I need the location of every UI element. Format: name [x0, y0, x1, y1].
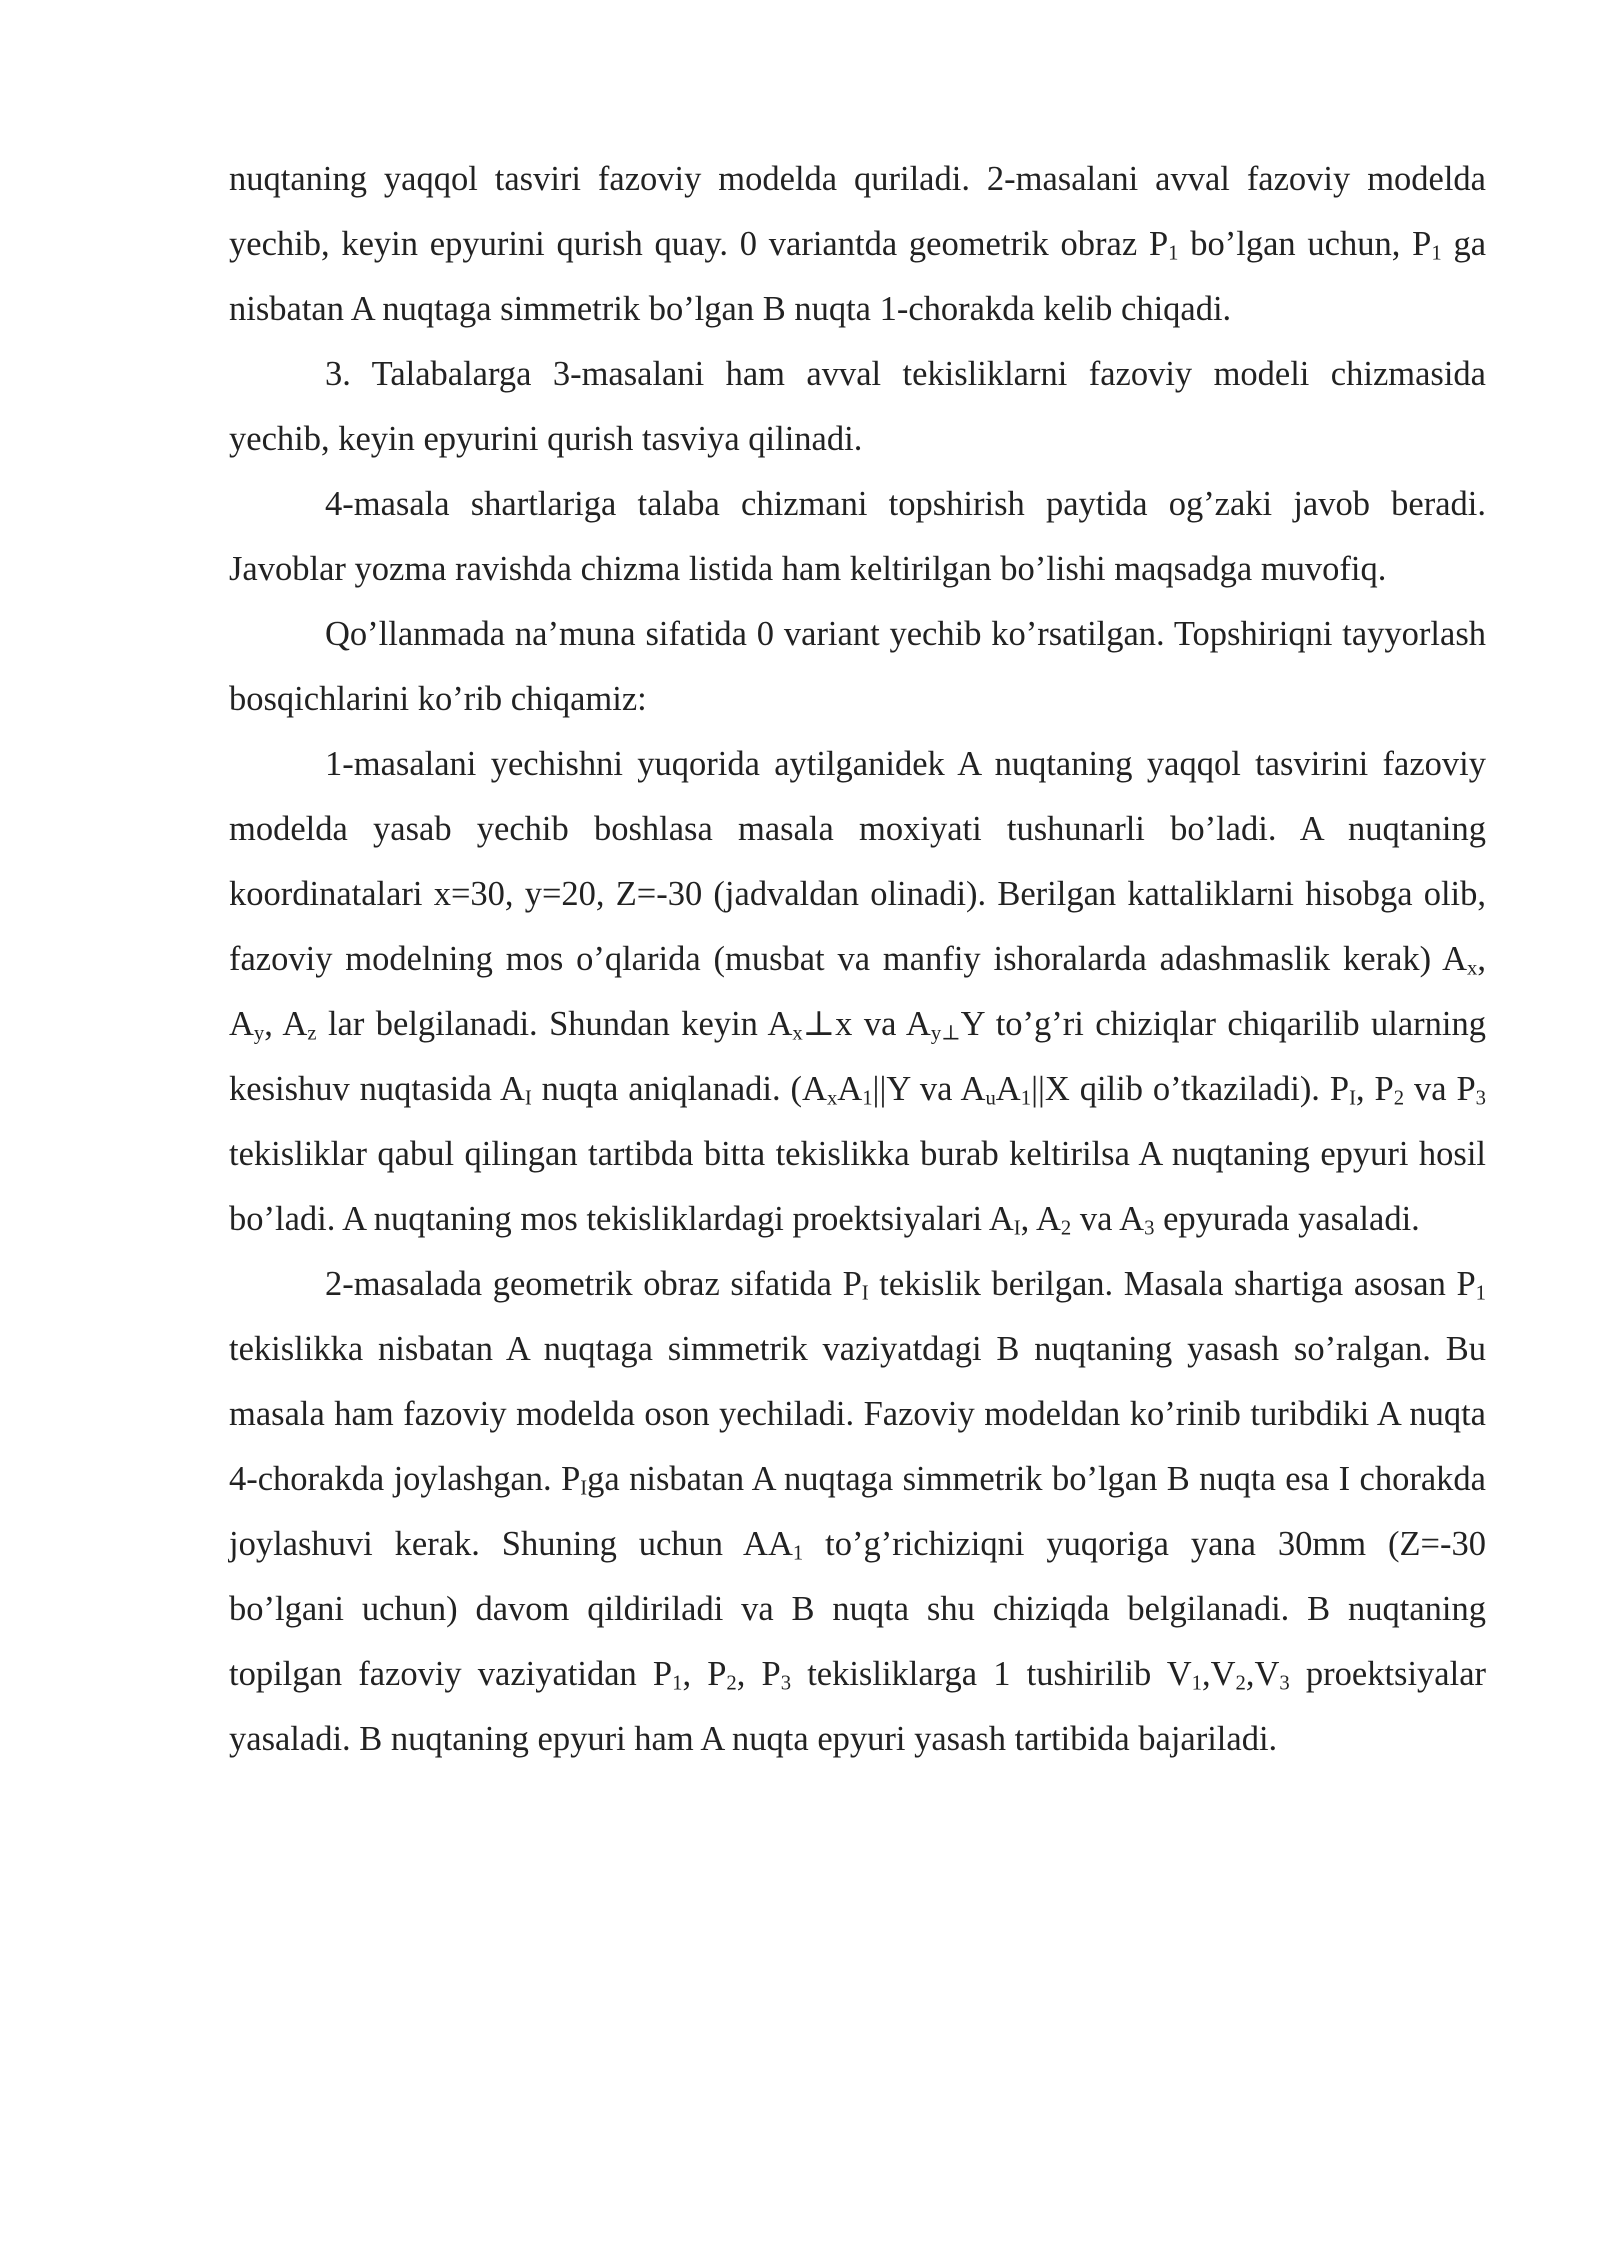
- text-run: , A: [1020, 1200, 1061, 1238]
- subscript-text: 2: [1393, 1087, 1405, 1110]
- text-run: tekisliklar qabul qilingan tartibda bitta tekislikka burab keltirilsa A nuqtaning epyuri hosil bo’ladi. A nuqtaning mos tekisliklardagi proektsiyalari A: [229, 1135, 1486, 1238]
- subscript-text: u: [985, 1087, 996, 1110]
- text-run: va P: [1404, 1070, 1476, 1108]
- text-run: va A: [1071, 1200, 1145, 1238]
- paragraph: [229, 732, 1486, 1252]
- subscript-text: 2: [726, 1672, 737, 1695]
- paragraph: [229, 147, 1486, 342]
- paragraph: [229, 472, 1486, 602]
- subscript-text: I: [524, 1087, 532, 1110]
- subscript-text: I: [861, 1282, 869, 1305]
- subscript-text: 1: [1431, 242, 1442, 265]
- text-run: , P: [736, 1655, 781, 1693]
- document-page: [229, 147, 1486, 1772]
- text-run: ||Y va A: [872, 1070, 986, 1108]
- paragraph: [229, 1252, 1486, 1772]
- text-run: tekislikka nisbatan A nuqtaga simmetrik vaziyatdagi B nuqtaning yasash so’ralgan. Bu masala ham fazoviy modelda oson yechiladi. Fazoviy modeldan ko’rinib turibdiki A nuqta 4-chorakda joylashgan. P: [229, 1330, 1486, 1498]
- subscript-text: 3: [1279, 1672, 1290, 1695]
- subscript-text: I: [1013, 1217, 1021, 1240]
- text-run: to’g’richiziqni yuqoriga yana 30mm (Z=-30 bo’lgani uchun) davom qildiriladi va B nuqta shu chiziqda belgilanadi. B nuqtaning topilgan fazoviy vaziyatidan P: [229, 1525, 1486, 1693]
- text-run: Y to’g’ri chiziqlar chiqarilib ularning kesishuv nuqtasida A: [229, 1005, 1486, 1108]
- text-run: ga nisbatan A nuqtaga simmetrik bo’lgan B nuqta esa I chorakda joylashuvi kerak. Shuning uchun AA: [229, 1460, 1486, 1563]
- text-run: nuqtaning yaqqol tasviri fazoviy modelda quriladi. 2-masalani avval fazoviy modelda yechib, keyin epyurini qurish quay. 0 variantda geometrik obraz P: [229, 160, 1486, 263]
- text-run: ⊥x va A: [802, 1005, 931, 1043]
- text-run: epyurada yasaladi.: [1154, 1200, 1420, 1238]
- text-run: ga nisbatan A nuqtaga simmetrik bo’lgan B nuqta 1-chorakda kelib chiqadi.: [229, 225, 1487, 328]
- subscript-text: 1: [1168, 242, 1179, 265]
- subscript-text: 1: [862, 1087, 873, 1110]
- text-run: , P: [682, 1655, 727, 1693]
- subscript-text: y: [253, 1022, 265, 1045]
- text-run: A: [837, 1070, 863, 1108]
- subscript-text: 2: [1060, 1217, 1072, 1240]
- text-run: , A: [264, 1005, 308, 1043]
- subscript-text: x: [826, 1087, 838, 1110]
- subscript-text: 1: [1475, 1282, 1486, 1305]
- subscript-text: I: [580, 1477, 588, 1500]
- subscript-text: 3: [1475, 1087, 1487, 1110]
- subscript-text: I: [1349, 1087, 1356, 1110]
- subscript-text: 1: [672, 1672, 683, 1695]
- text-run: Qo’llanmada na’muna sifatida 0 variant yechib ko’rsatilgan. Topshiriqni tayyorlash bosqichlarini ko’rib chiqamiz:: [229, 615, 1486, 718]
- paragraph: [229, 602, 1486, 732]
- text-run: ,V: [1245, 1655, 1280, 1693]
- subscript-text: 1: [1191, 1672, 1202, 1695]
- text-run: ,V: [1201, 1655, 1236, 1693]
- subscript-text: 1: [1020, 1087, 1032, 1110]
- subscript-text: 1: [792, 1542, 804, 1565]
- text-run: bo’lgan uchun, P: [1178, 225, 1432, 263]
- text-run: nuqta aniqlanadi. (A: [531, 1070, 827, 1108]
- paragraph: [229, 342, 1486, 472]
- text-run: tekislik berilgan. Masala shartiga asosan P: [868, 1265, 1476, 1303]
- text-run: 1-masalani yechishni yuqorida aytilganidek A nuqtaning yaqqol tasvirini fazoviy modelda yasab yechib boshlasa masala moxiyati tushunarli bo’ladi. A nuqtaning koordinatalari x=30, y=20, Z=-30 (jadvaldan olinadi). Berilgan kattaliklarni hisobga olib, fazoviy modelning mos o’qlarida (musbat va manfiy ishoralarda adashmaslik kerak) A: [229, 745, 1486, 978]
- text-run: , P: [1355, 1070, 1394, 1108]
- text-run: lar belgilanadi. Shundan keyin A: [316, 1005, 793, 1043]
- text-run: , A: [229, 940, 1486, 1043]
- text-run: 3. Talabalarga 3-masalani ham avval tekisliklarni fazoviy modeli chizmasida yechib, keyin epyurini qurish tasviya qilinadi.: [229, 355, 1486, 458]
- subscript-text: y⊥: [930, 1022, 961, 1045]
- text-run: A: [995, 1070, 1021, 1108]
- subscript-text: 3: [1144, 1217, 1155, 1240]
- text-run: 4-masala shartlariga talaba chizmani topshirish paytida og’zaki javob beradi. Javoblar yozma ravishda chizma listida ham keltirilgan bo’lishi maqsadga muvofiq.: [229, 485, 1486, 588]
- subscript-text: 2: [1235, 1672, 1246, 1695]
- subscript-text: z: [307, 1022, 317, 1045]
- text-run: tekisliklarga 1 tushirilib V: [791, 1655, 1192, 1693]
- subscript-text: x: [1467, 957, 1478, 980]
- subscript-text: x: [792, 1022, 803, 1045]
- text-run: 2-masalada geometrik obraz sifatida P: [325, 1265, 862, 1303]
- text-run: ||X qilib o’tkaziladi). P: [1031, 1070, 1350, 1108]
- text-run: proektsiyalar yasaladi. B nuqtaning epyuri ham A nuqta epyuri yasash tartibida bajariladi.: [229, 1655, 1486, 1758]
- subscript-text: 3: [780, 1672, 792, 1695]
